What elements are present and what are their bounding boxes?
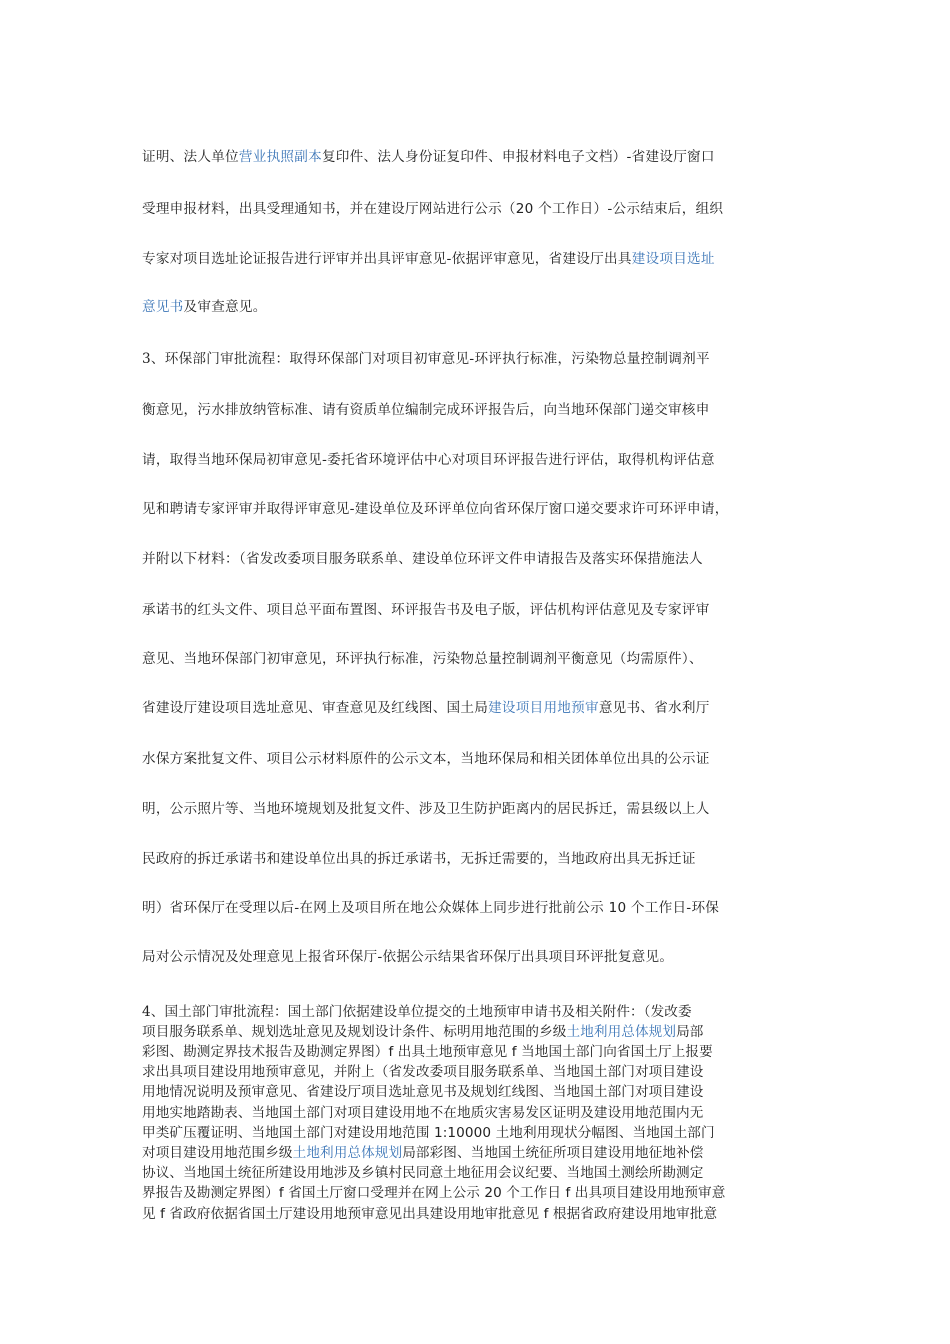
text-run: 复印件、法人身份证复印件、申报材料电子文档）-省建设厅窗口 [321,149,715,165]
text-line: 并附以下材料：（省发改委项目服务联系单、建设单位环评文件申请报告及落实环保措施法人 [142,551,703,567]
link-land-use-master-plan[interactable]: 土地利用总体规划 [566,1024,677,1040]
text-line: 民政府的拆迁承诺书和建设单位出具的拆迁承诺书，无拆迁需要的，当地政府出具无拆迁证 [142,851,696,867]
text-run: 取得环保部门对项目初审意见-环评执行标准，污染物总量控制调剂平 [289,351,710,367]
text-line: 用地情况说明及预审意见、省建设厅项目选址意见书及规划红线图、当地国土部门对项目建设 [142,1084,704,1100]
text-run: 证明、法人单位 [142,149,239,165]
text-line: 甲类矿压覆证明、当地国土部门对建设用地范围 1:10000 土地利用现状分幅图、当地国土部门 [142,1125,715,1141]
text-line [142,298,822,316]
text-line [142,699,822,717]
text-run: 局部 [676,1024,704,1040]
text-line [142,350,822,368]
text-line: 见和聘请专家评审并取得评审意见-建设单位及环评单位向省环保厅窗口递交要求许可环评申请， [142,501,729,517]
text-line: 界报告及勘测定界图）f 省国土厅窗口受理并在网上公示 20 个工作日 f 出具项目建设用地预审意 [142,1185,726,1201]
text-line: 衡意见，污水排放纳管标准、请有资质单位编制完成环评报告后，向当地环保部门递交审核申 [142,402,710,418]
text-line: 用地实地踏勘表、当地国土部门对项目建设用地不在地质灾害易发区证明及建设用地范围内无 [142,1105,704,1121]
text-run: 省建设厅建设项目选址意见、审查意见及红线图、国土局 [142,700,489,716]
text-line [142,148,822,166]
section-heading: 3、环保部门审批流程： [142,351,290,367]
text-line: 局对公示情况及处理意见上报省环保厅-依据公示结果省环保厅出具项目环评批复意见。 [142,949,674,965]
text-line: 求出具项目建设用地预审意见，并附上（省发改委项目服务联系单、当地国土部门对项目建设 [142,1064,704,1080]
text-run: 及审查意见。 [183,299,267,315]
text-run: 局部彩图、当地国土统征所项目建设用地征地补偿 [402,1145,704,1161]
text-line: 明，公示照片等、当地环境规划及批复文件、涉及卫生防护距离内的居民拆迁，需县级以上人 [142,801,710,817]
text-line: 明）省环保厅在受理以后-在网上及项目所在地公众媒体上同步进行批前公示 10 个工作日-环保 [142,900,720,916]
text-line: 意见、当地环保部门初审意见，环评执行标准，污染物总量控制调剂平衡意见（均需原件）、 [142,651,703,667]
text-run: 意见书、省水利厅 [598,700,710,716]
text-line [142,1143,822,1164]
text-run: 专家对项目选址论证报告进行评审并出具评审意见-依据评审意见，省建设厅出具 [142,251,632,267]
text-line: 承诺书的红头文件、项目总平面布置图、环评报告书及电子版，评估机构评估意见及专家评审 [142,602,710,618]
text-line [142,1022,822,1043]
text-line: 见 f 省政府依据省国土厅建设用地预审意见出具建设用地审批意见 f 根据省政府建设用地审批意 [142,1206,718,1222]
link-business-license-copy[interactable]: 营业执照副本 [238,149,322,165]
link-land-use-master-plan[interactable]: 土地利用总体规划 [292,1145,403,1161]
link-opinion-document[interactable]: 意见书 [142,299,184,315]
text-line: 彩图、勘测定界技术报告及勘测定界图）f 出具土地预审意见 f 当地国土部门向省国土厅上报要 [142,1044,713,1060]
text-run: 项目服务联系单、规划选址意见及规划设计条件、标明用地范围的乡级 [142,1024,567,1040]
text-line [142,1002,822,1023]
text-line: 协议、当地国土统征所建设用地涉及乡镇村民同意土地征用会议纪要、当地国土测绘所勘测定 [142,1165,704,1181]
text-line: 受理申报材料，出具受理通知书，并在建设厅网站进行公示（20 个工作日）-公示结束后，组织 [142,201,724,217]
text-run: 对项目建设用地范围乡级 [142,1145,293,1161]
text-line: 请，取得当地环保局初审意见-委托省环境评估中心对项目环评报告进行评估，取得机构评估意 [142,452,715,468]
link-site-selection-opinion[interactable]: 建设项目选址 [631,251,715,267]
section-heading: 4、国土部门审批流程： [142,1004,288,1020]
text-line [142,250,822,268]
text-run: 国土部门依据建设单位提交的土地预审申请书及相关附件：（发改委 [287,1004,692,1020]
text-line: 水保方案批复文件、项目公示材料原件的公示文本，当地环保局和相关团体单位出具的公示证 [142,751,710,767]
link-land-use-preliminary-review[interactable]: 建设项目用地预审 [488,700,599,716]
